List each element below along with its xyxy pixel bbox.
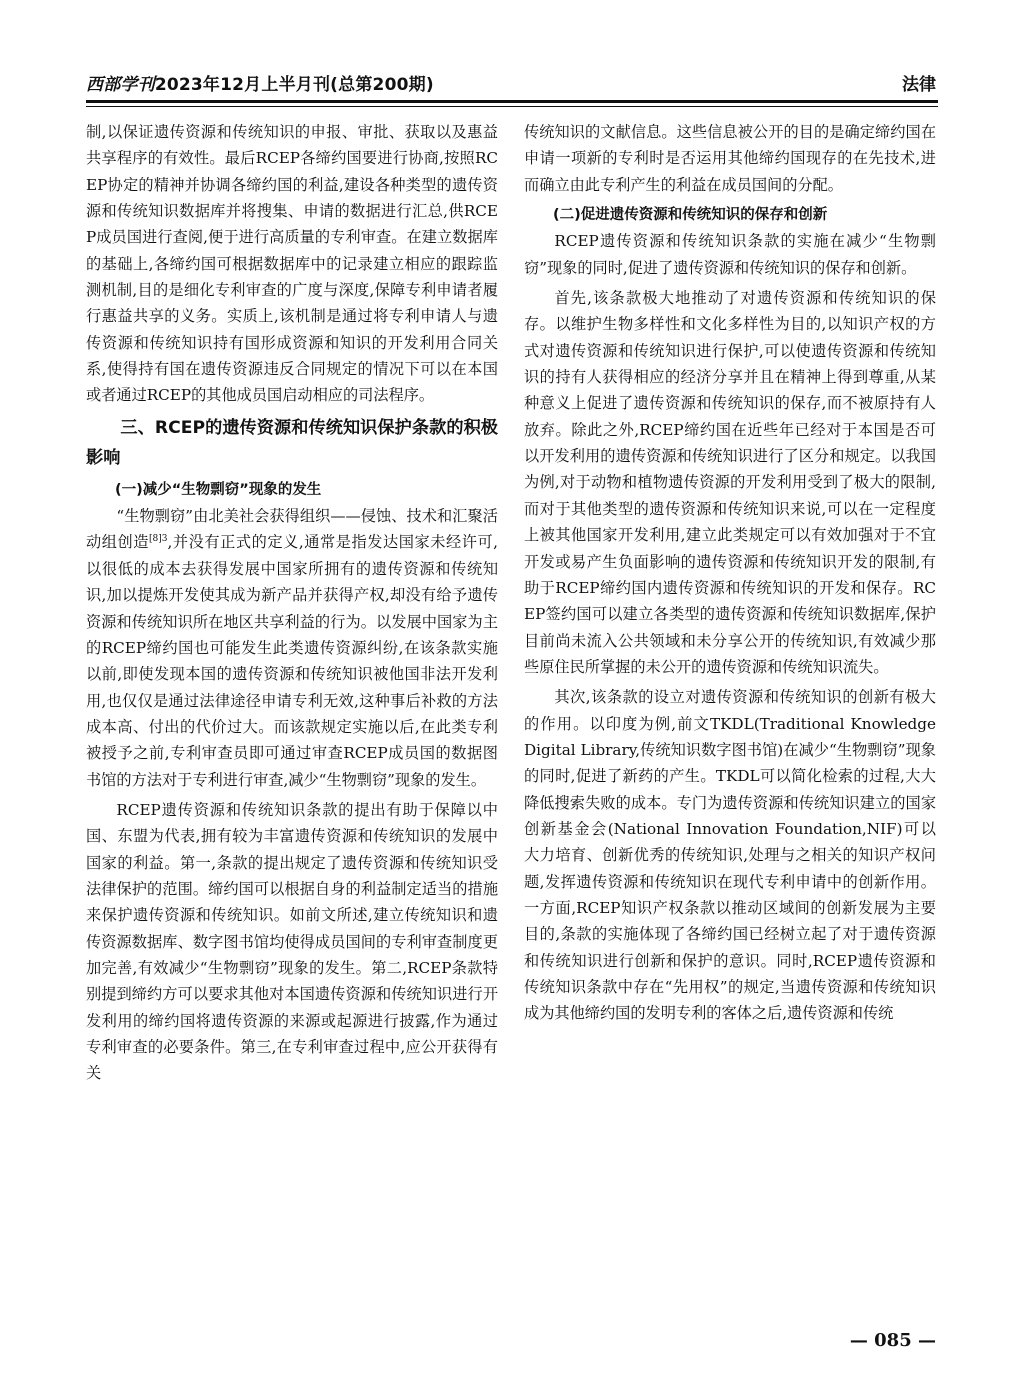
subsection-heading: (二)促进遗传资源和传统知识的保存和创新 <box>553 207 828 224</box>
left-column <box>86 119 498 1087</box>
right-column <box>524 119 936 1027</box>
section-heading: 三、RCEP的遗传资源和传统知识保护条款的积极影响 <box>86 417 498 468</box>
running-header <box>86 70 936 98</box>
paragraph: 首先,该条款极大地推动了对遗传资源和传统知识的保存。以维护生物多样性和文化多样性为目的,以知识产权的方式对遗传资源和传统知识进行保护,可以使遗传资源和传统知识的持有人获得相应的经济分享并且在精神上得到尊重,从某种意义上促进了遗传资源和传统知识的保存,而不被原持有人放弃。除此之外,RCEP缔约国在近些年已经对于本国是否可以开发利用的遗传资源和传统知识进行了区分和规定。以我国为例,对于动物和植物遗传资源的开发利用受到了极大的限制,而对于其他类型的遗传资源和传统知识来说,可以在一定程度上被其他国家开发利用,建立此类规定可以有效加强对于不宜开发或易产生负面影响的遗传资源和传统知识开发的限制,有助于RCEP缔约国内遗传资源和传统知识的开发和保存。RCEP签约国可以建立各类型的遗传资源和传统知识数据库,保护目前尚未流入公共领域和未分享公开的传统知识,有效减少那些原住民所掌握的未公开的遗传资源和传统知识流失。 <box>524 289 936 676</box>
journal-issue-line <box>86 70 434 95</box>
header-rule-thin <box>86 106 938 107</box>
paragraph: 制,以保证遗传资源和传统知识的申报、审批、获取以及惠益共享程序的有效性。最后RCEP各缔约国要进行协商,按照RCEP协定的精神并协调各缔约国的利益,建设各种类型的遗传资源和传统知识数据库并将搜集、申请的数据进行汇总,供RCEP成员国进行查阅,便于进行高质量的专利审查。在建立数据库的基础上,各缔约国可根据数据库中的记录建立相应的跟踪监测机制,目的是细化专利审查的广度与深度,保障专利申请者履行惠益共享的义务。实质上,该机制是通过将专利申请人与遗传资源和传统知识持有国形成资源和知识的开发利用合同关系,使得持有国在遗传资源违反合同规定的情况下可以在本国或者通过RCEP的其他成员国启动相应的司法程序。 <box>86 123 498 405</box>
paragraph: 其次,该条款的设立对遗传资源和传统知识的创新有极大的作用。以印度为例,前文TKDL(Traditional Knowledge Digital Library,传统知识数字图书馆)在减少“生物剽窃”现象的同时,促进了新药的产生。TKDL可以简化检索的过程,大大降低搜索失败的成本。专门为遗传资源和传统知识建立的国家创新基金会(National Innovation Foundation,NIF)可以大力培育、创新优秀的传统知识,处理与之相关的知识产权问题,发挥遗传资源和传统知识在现代专利申请中的创新作用。一方面,RCEP知识产权条款以推动区域间的创新发展为主要目的,条款的实施体现了各缔约国已经树立起了对于遗传资源和传统知识进行创新和保护的意识。同时,RCEP遗传资源和传统知识条款中存在“先用权”的规定,当遗传资源和传统知识成为其他缔约国的发明专利的客体之后,遗传资源和传统 <box>524 688 936 1023</box>
citation-ref: [8]3 <box>149 534 168 545</box>
paragraph-text: “生物剽窃”由北美社会获得组织——侵蚀、技术和汇聚活动组创造 <box>86 507 498 552</box>
page-number: — 085 — <box>849 1330 936 1351</box>
header-rule-thick <box>86 100 938 103</box>
paragraph <box>86 503 498 793</box>
paragraph-text: ,并没有正式的定义,通常是指发达国家未经许可,以很低的成本去获得发展中国家所拥有的遗传资源和传统知识,加以提炼开发使其成为新产品并获得产权,却没有给予遗传资源和传统知识所在地区共享利益的行为。以发展中国家为主的RCEP缔约国也可能发生此类遗传资源纠纷,在该条款实施以前,即使发现本国的遗传资源和传统知识被他国非法开发利用,也仅仅是通过法律途径申请专利无效,这种事后补救的方法成本高、付出的代价过大。而该款规定实施以后,在此类专利被授予之前,专利审查员即可通过审查RCEP成员国的数据图书馆的方法对于专利进行审查,减少“生物剽窃”现象的发生。 <box>86 533 499 789</box>
paragraph: 传统知识的文献信息。这些信息被公开的目的是确定缔约国在申请一项新的专利时是否运用其他缔约国现存的在先技术,进而确立由此专利产生的利益在成员国间的分配。 <box>524 123 936 194</box>
section-tag: 法律 <box>902 75 936 95</box>
paragraph: RCEP遗传资源和传统知识条款的实施在减少“生物剽窃”现象的同时,促进了遗传资源和传统知识的保存和创新。 <box>524 232 936 277</box>
journal-logo: 西部学刊 <box>86 75 155 95</box>
issue-label: 2023年12月上半月刊(总第200期) <box>154 75 434 95</box>
paragraph: RCEP遗传资源和传统知识条款的提出有助于保障以中国、东盟为代表,拥有较为丰富遗传资源和传统知识的发展中国家的利益。第一,条款的提出规定了遗传资源和传统知识受法律保护的范围。缔约国可以根据自身的利益制定适当的措施来保护遗传资源和传统知识。如前文所述,建立传统知识和遗传资源数据库、数字图书馆均使得成员国间的专利审查制度更加完善,有效减少“生物剽窃”现象的发生。第二,RCEP条款特别提到缔约方可以要求其他对本国遗传资源和传统知识进行开发利用的缔约国将遗传资源的来源或起源进行披露,作为通过专利审查的必要条件。第三,在专利审查过程中,应公开获得有关 <box>86 800 498 1083</box>
subsection-heading: (一)减少“生物剽窃”现象的发生 <box>115 481 322 498</box>
